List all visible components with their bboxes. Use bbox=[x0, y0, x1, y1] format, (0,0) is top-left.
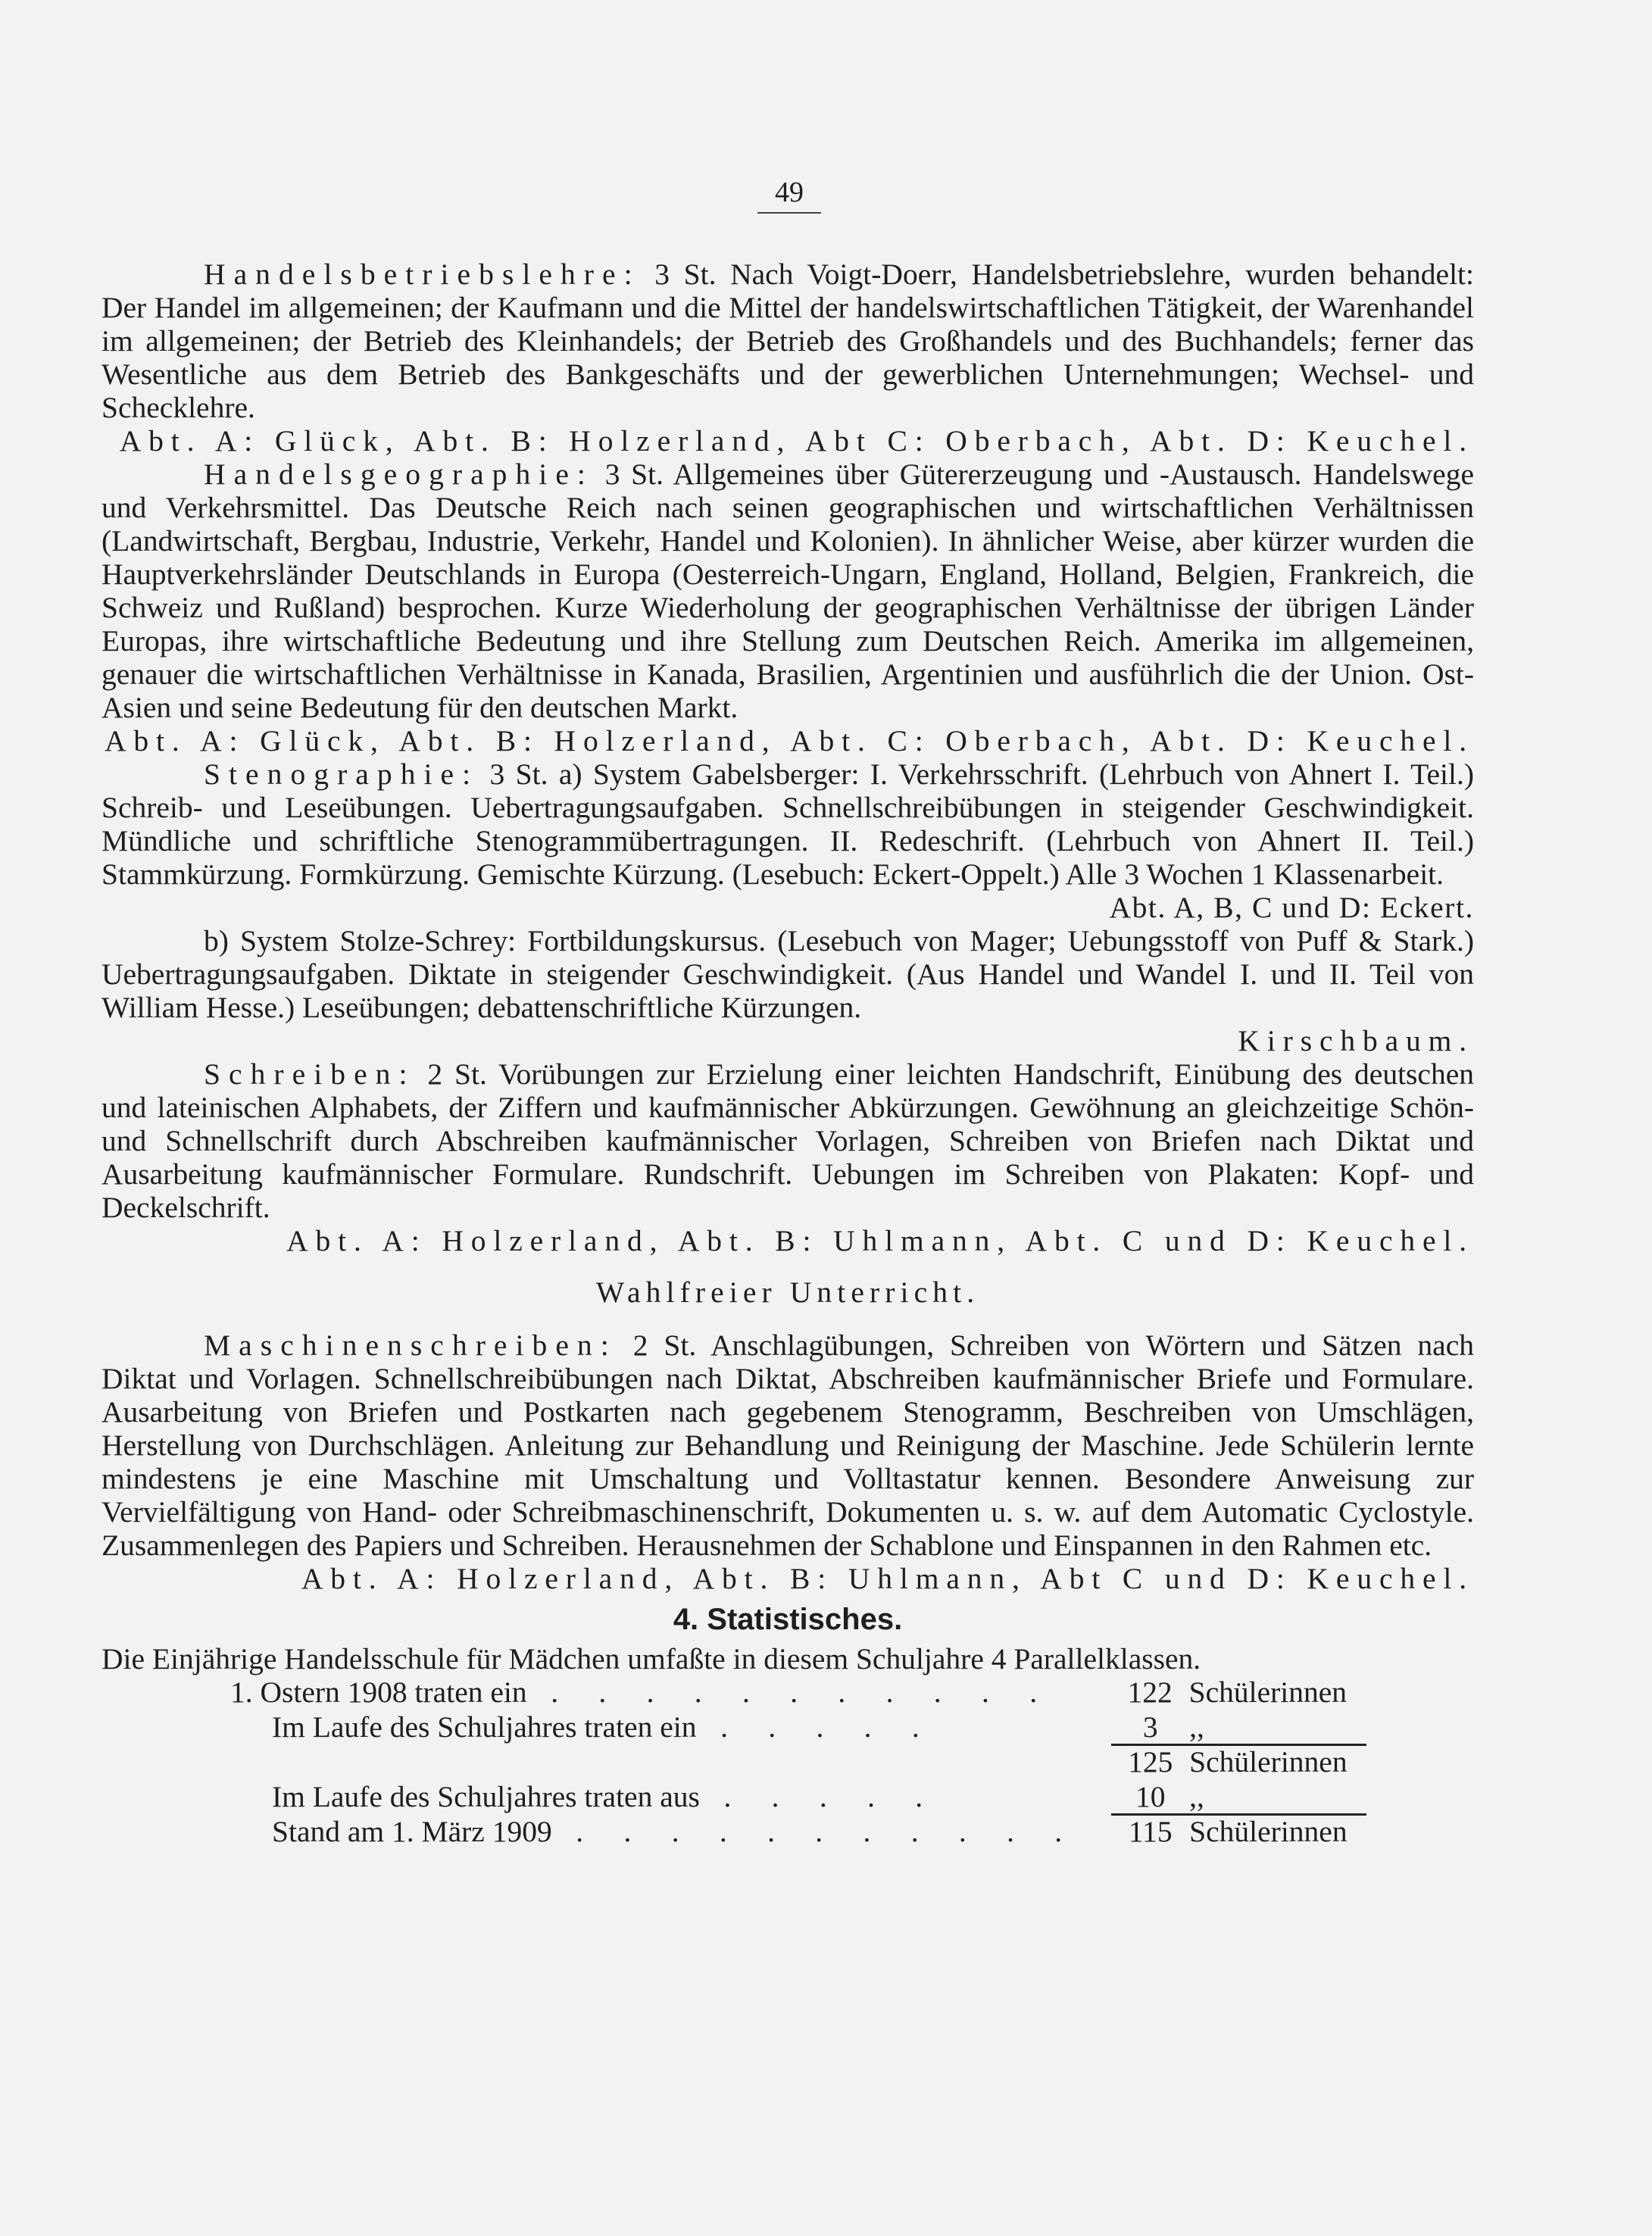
subject-title: Handelsgeographie: bbox=[204, 458, 594, 491]
stat-row bbox=[230, 1710, 1366, 1745]
teacher-line: Abt. A: Holzerland, Abt. B: Uhlmann, Abt. C und D: Keuchel. bbox=[286, 1224, 1474, 1257]
stat-label: 1. Ostern 1908 traten ein . . . . . . . . . . . bbox=[230, 1675, 1054, 1709]
stat-number: 10 bbox=[1111, 1780, 1189, 1816]
teacher-line: Abt. A: Holzerland, Abt. B: Uhlmann, Abt C und D: Keuchel. bbox=[301, 1562, 1474, 1595]
paragraph-schreiben bbox=[101, 1057, 1474, 1224]
section-title: 4. Statistisches. bbox=[673, 1603, 903, 1636]
stat-unit: ,, bbox=[1189, 1710, 1366, 1746]
teacher-line: Abt. A, B, C und D: Eckert. bbox=[1109, 891, 1474, 924]
stat-number: 125 bbox=[1128, 1745, 1173, 1778]
paragraph-text: 3 St. a) System Gabelsberger: I. Verkehrsschrift. (Lehrbuch von Ahnert I. Teil.) Schreib- und Leseübungen. Uebertragungsaufgaben. Schnellschreibübungen in steigender Geschwindigkeit. Mündliche und schriftliche Stenogrammübertragungen. II. Redeschrift. (Lehrbuch von Ahnert II. Teil.) Stammkürzung. Formkürzung. Gemischte Kürzung. (Lesebuch: Eckert-Oppelt.) Alle 3 Wochen 1 Klassenarbeit. bbox=[101, 757, 1474, 891]
subject-title: Schreiben: bbox=[204, 1057, 416, 1091]
paragraph-stolze-schrey bbox=[101, 924, 1474, 1024]
teacher-assignment bbox=[101, 1224, 1474, 1257]
teacher-assignment bbox=[101, 724, 1474, 757]
stat-unit: Schülerinnen bbox=[1188, 1675, 1348, 1709]
teacher-assignment bbox=[101, 891, 1474, 924]
paragraph-text: 3 St. Nach Voigt-Doerr, Handelsbetriebslehre, wurden behandelt: Der Handel im allgemeinen; der Kaufmann und die Mittel der handelswirtschaftlichen Tätigkeit, der Warenhandel im allgemeinen; der Betrieb des Kleinhandels; der Betrieb des Großhandels und des Buchhandels; ferner das Wesentliche aus dem Betrieb des Bankgeschäfts und der gewerblichen Unternehmungen; Wechsel- und Schecklehre. bbox=[101, 258, 1474, 424]
page-body bbox=[101, 258, 1474, 1850]
stat-number: 115 bbox=[1128, 1815, 1173, 1848]
subsection-heading bbox=[101, 1276, 1474, 1309]
teacher-line: Abt. A: Glück, Abt. B: Holzerland, Abt C: Oberbach, Abt. D: Keuchel. bbox=[119, 424, 1474, 458]
stat-label: Im Laufe des Schuljahres traten aus . . . . . bbox=[272, 1780, 939, 1813]
paragraph-handelsgeographie bbox=[101, 458, 1474, 724]
stat-row bbox=[230, 1675, 1366, 1710]
teacher-assignment bbox=[101, 1024, 1474, 1057]
stat-row bbox=[230, 1780, 1366, 1815]
subsection-heading-text: Wahlfreier Unterricht. bbox=[595, 1276, 980, 1309]
stat-unit: Schülerinnen bbox=[1189, 1745, 1348, 1778]
teacher-line: Kirschbaum. bbox=[1238, 1024, 1474, 1057]
teacher-assignment bbox=[101, 424, 1474, 458]
stat-number: 122 bbox=[1127, 1675, 1173, 1709]
stat-label: Im Laufe des Schuljahres traten ein . . . . . bbox=[272, 1710, 936, 1744]
paragraph-stenographie bbox=[101, 757, 1474, 891]
paragraph-text: 2 St. Vorübungen zur Erzielung einer leichten Handschrift, Einübung des deutschen und lateinischen Alphabets, der Ziffern und kaufmännischer Abkürzungen. Gewöhnung an gleichzeitige Schön- und Schnellschrift durch Abschreiben kaufmännischer Vorlagen, Schreiben von Briefen nach Diktat und Ausarbeitung kaufmännischer Formulare. Rundschrift. Uebungen im Schreiben von Plakaten: Kopf- und Deckelschrift. bbox=[101, 1057, 1474, 1224]
teacher-line: Abt. A: Glück, Abt. B: Holzerland, Abt. C: Oberbach, Abt. D: Keuchel. bbox=[104, 724, 1474, 757]
stat-number: 3 bbox=[1111, 1710, 1189, 1746]
paragraph-maschinenschreiben bbox=[101, 1329, 1474, 1562]
teacher-assignment bbox=[101, 1562, 1474, 1595]
statistics-table bbox=[230, 1675, 1366, 1850]
stat-unit: ,, bbox=[1189, 1780, 1366, 1816]
paragraph-text: 2 St. Anschlagübungen, Schreiben von Wörtern und Sätzen nach Diktat und Vorlagen. Schnellschreibübungen nach Diktat, Abschreiben kaufmännischer Briefe und Formulare. Ausarbeitung von Briefen und Postkarten nach gegebenem Stenogramm, Beschreiben von Umschlägen, Herstellung von Durchschlägen. Anleitung zur Behandlung und Reinigung der Maschine. Jede Schülerin lernte mindestens je eine Maschine mit Umschaltung und Volltastatur kennen. Besondere Anweisung zur Vervielfältigung von Hand- oder Schreibmaschinenschrift, Dokumenten u. s. w. auf dem Automatic Cyclostyle. Zusammenlegen des Papiers und Schreiben. Herausnehmen der Schablone und Einspannen in den Rahmen etc. bbox=[101, 1329, 1474, 1562]
subject-title: Stenographie: bbox=[204, 757, 479, 791]
stat-row bbox=[230, 1745, 1366, 1780]
stat-unit: Schülerinnen bbox=[1189, 1815, 1348, 1848]
stat-intro: Die Einjährige Handelsschule für Mädchen umfaßte in diesem Schuljahre 4 Parallelklassen. bbox=[101, 1642, 1201, 1675]
paragraph-text: 3 St. Allgemeines über Gütererzeugung und -Austausch. Handelswege und Verkehrsmittel. Das Deutsche Reich nach seinen geographischen und wirtschaftlichen Verhältnissen (Landwirtschaft, Bergbau, Industrie, Verkehr, Handel und Kolonien). In ähnlicher Weise, aber kürzer wurden die Hauptverkehrsländer Deutschlands in Europa (Oesterreich-Ungarn, England, Holland, Belgien, Frankreich, die Schweiz und Rußland) besprochen. Kurze Wiederholung der geographischen Verhältnisse der übrigen Länder Europas, ihre wirtschaftliche Bedeutung und ihre Stellung zum Deutschen Reich. Amerika im allgemeinen, genauer die wirtschaftlichen Verhältnisse in Kanada, Brasilien, Argentinien und ausführlich die der Union. Ost-Asien und seine Bedeutung für den deutschen Markt. bbox=[101, 458, 1474, 724]
stat-row bbox=[230, 1815, 1366, 1850]
paragraph-handelsbetriebslehre bbox=[101, 258, 1474, 424]
subject-title: Handelsbetriebslehre: bbox=[204, 258, 641, 291]
subject-title: Maschinenschreiben: bbox=[204, 1329, 617, 1362]
page-number: 49 bbox=[757, 176, 821, 214]
paragraph-text: b) System Stolze-Schrey: Fortbildungskursus. (Lesebuch von Mager; Uebungsstoff von Puff & Stark.) Uebertragungsaufgaben. Diktate in steigender Geschwindigkeit. (Aus Handel und Wandel I. und II. Teil von William Hesse.) Leseübungen; debattenschriftliche Kürzungen. bbox=[101, 924, 1474, 1024]
stat-label: Stand am 1. März 1909 . . . . . . . . . . . bbox=[272, 1815, 1079, 1848]
